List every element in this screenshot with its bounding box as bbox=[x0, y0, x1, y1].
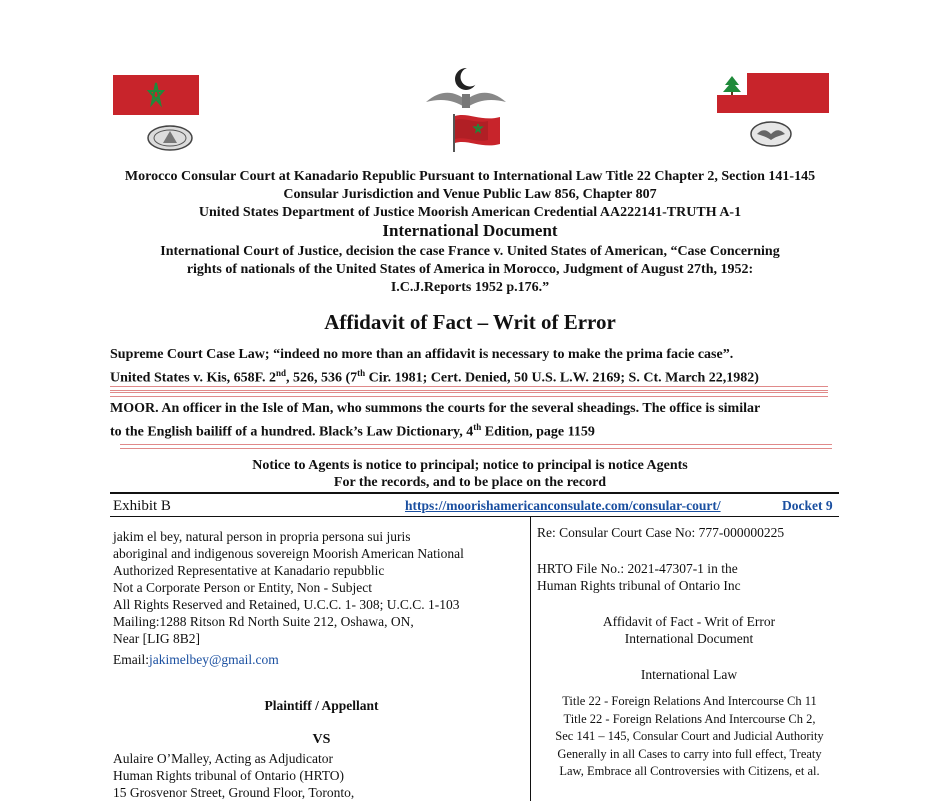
header-line-6: rights of nationals of the United States of America in Morocco, Judgment of August 27th, 1952: bbox=[186, 262, 754, 277]
header-line-3: United States Department of Justice Moorish American Credential AA222141-TRUTH A-1 bbox=[198, 205, 742, 220]
email-row bbox=[113, 651, 279, 668]
law-line: Law, Embrace all Controversies with Citizens, et al. bbox=[559, 764, 820, 778]
divider bbox=[110, 386, 828, 391]
caselaw-line-2: United States v. Kis, 658F. 2nd, 526, 536 (7th Cir. 1981; Cert. Denied, 50 U.S. L.W. 2169; S. Ct. March 22,1982) bbox=[110, 368, 759, 386]
versus-label: VS bbox=[312, 732, 331, 747]
divider bbox=[120, 444, 832, 449]
left-line: All Rights Reserved and Retained, U.C.C. 1- 308; U.C.C. 1-103 bbox=[113, 597, 460, 612]
header-line-5: International Court of Justice, decision the case France v. United States of American, “Case Concerning bbox=[160, 244, 780, 259]
docket-label: Docket 9 bbox=[782, 498, 833, 513]
defendant-line: 15 Grosvenor Street, Ground Floor, Toronto, bbox=[113, 785, 355, 800]
seal-right-icon bbox=[749, 120, 793, 148]
defendant-line: Aulaire O’Malley, Acting as Adjudicator bbox=[113, 751, 333, 766]
case-number: Re: Consular Court Case No: 777-000000225 bbox=[537, 525, 785, 540]
law-line: Sec 141 – 145, Consular Court and Judicial Authority bbox=[555, 729, 824, 743]
crescent-eagle-emblem-icon bbox=[424, 64, 508, 114]
column-divider bbox=[530, 516, 531, 801]
law-line: Generally in all Cases to carry into full effect, Treaty bbox=[557, 746, 822, 761]
header-line-2: Consular Jurisdiction and Venue Public Law 856, Chapter 807 bbox=[283, 187, 657, 202]
plaintiff-label: Plaintiff / Appellant bbox=[264, 698, 379, 713]
notice-line-1: Notice to Agents is notice to principal; notice to principal is notice Agents bbox=[252, 458, 688, 473]
exhibit-top-rule bbox=[110, 492, 839, 494]
law-line: Title 22 - Foreign Relations And Intercourse Ch 11 bbox=[562, 694, 817, 708]
email-link[interactable]: jakimelbey@gmail.com bbox=[149, 652, 279, 667]
email-label: Email: bbox=[113, 652, 149, 667]
new-england-flag-icon bbox=[717, 73, 829, 113]
defendant-line: Human Rights tribunal of Ontario (HRTO) bbox=[113, 768, 345, 783]
left-line: Not a Corporate Person or Entity, Non - Subject bbox=[113, 580, 372, 595]
caselaw-line-1: Supreme Court Case Law; “indeed no more than an affidavit is necessary to make the prima facie case”. bbox=[110, 347, 734, 362]
hrto-file-line-2: Human Rights tribunal of Ontario Inc bbox=[537, 578, 741, 593]
hrto-file-line-1: HRTO File No.: 2021-47307-1 in the bbox=[537, 561, 738, 576]
header-line-7: I.C.J.Reports 1952 p.176.” bbox=[390, 280, 550, 295]
moor-line-2: to the English bailiff of a hundred. Black’s Law Dictionary, 4th Edition, page 1159 bbox=[110, 422, 595, 440]
left-line: jakim el bey, natural person in propria persona sui juris bbox=[113, 529, 411, 544]
international-law-heading: International Law bbox=[640, 667, 738, 682]
left-line: aboriginal and indigenous sovereign Moorish American National bbox=[113, 546, 464, 561]
left-line: Authorized Representative at Kanadario repubblic bbox=[113, 563, 385, 578]
notice-line-2: For the records, and to be place on the record bbox=[333, 475, 607, 490]
doc-title-line-2: International Document bbox=[624, 631, 754, 646]
law-line: Title 22 - Foreign Relations And Intercourse Ch 2, bbox=[563, 711, 816, 726]
header-line-1: Morocco Consular Court at Kanadario Republic Pursuant to International Law Title 22 Chapter 2, Section 141-145 bbox=[124, 169, 816, 184]
exhibit-bottom-rule bbox=[110, 516, 839, 517]
left-line: Near [LIG 8B2] bbox=[113, 631, 200, 646]
seal-left-icon bbox=[146, 124, 194, 152]
moor-line-1: MOOR. An officer in the Isle of Man, who summons the courts for the several sheadings. The office is similar bbox=[110, 401, 761, 416]
divider bbox=[110, 392, 828, 397]
doc-title-line-1: Affidavit of Fact - Writ of Error bbox=[602, 614, 776, 629]
left-line: Mailing:1288 Ritson Rd North Suite 212, Oshawa, ON, bbox=[113, 614, 414, 629]
consulate-link[interactable]: https://moorishamericanconsulate.com/consular-court/ bbox=[405, 498, 721, 513]
moorish-flag-icon bbox=[448, 112, 504, 154]
document-title: Affidavit of Fact – Writ of Error bbox=[324, 310, 616, 334]
header-line-4: International Document bbox=[382, 221, 558, 240]
exhibit-label: Exhibit B bbox=[113, 498, 171, 514]
law-text-block bbox=[537, 693, 842, 781]
morocco-flag-icon bbox=[113, 75, 199, 115]
